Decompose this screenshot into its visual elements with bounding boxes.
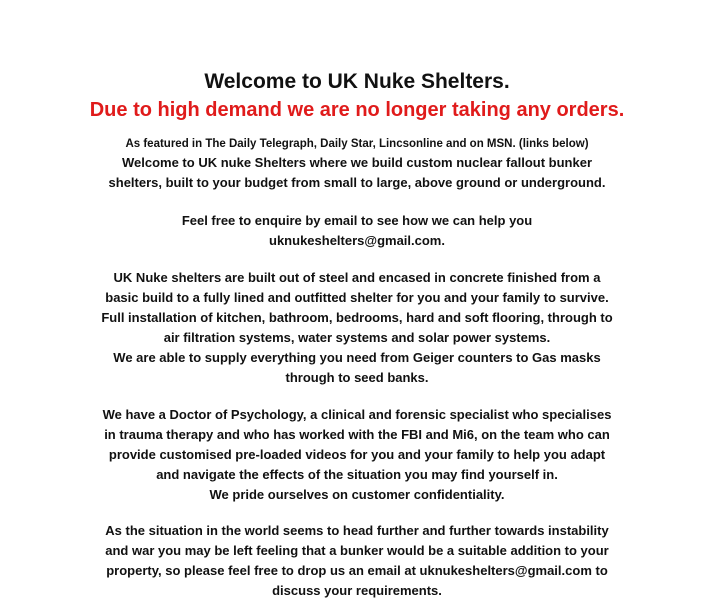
psychology-line: We pride ourselves on customer confidentiality. <box>209 487 505 502</box>
enquire-paragraph <box>80 211 634 251</box>
build-line: air filtration systems, water systems and solar power systems. <box>163 330 551 345</box>
intro-line: Welcome to UK nuke Shelters where we build custom nuclear fallout bunker <box>121 155 593 170</box>
intro-line: shelters, built to your budget from small to large, above ground or underground. <box>108 175 606 190</box>
build-paragraph <box>80 268 634 388</box>
page-title: Welcome to UK Nuke Shelters. <box>204 70 510 93</box>
psychology-line: and navigate the effects of the situation you may find yourself in. <box>156 467 558 482</box>
situation-line: discuss your requirements. <box>272 583 442 598</box>
build-line: UK Nuke shelters are built out of steel and encased in concrete finished from a <box>113 270 601 285</box>
build-line: basic build to a fully lined and outfitted shelter for you and your family to survive. <box>105 290 609 305</box>
build-line: Full installation of kitchen, bathroom, bedrooms, hard and soft flooring, through to <box>101 310 613 325</box>
psychology-line: We have a Doctor of Psychology, a clinical and forensic specialist who specialises <box>102 407 612 422</box>
situation-paragraph <box>80 521 634 600</box>
psychology-line: in trauma therapy and who has worked with the FBI and Mi6, on the team who can <box>104 427 610 442</box>
enquire-line: Feel free to enquire by email to see how we can help you <box>181 213 533 228</box>
contact-email: uknukeshelters@gmail.com. <box>269 233 445 248</box>
orders-closed-notice: Due to high demand we are no longer taking any orders. <box>89 99 625 121</box>
build-line: We are able to supply everything you need from Geiger counters to Gas masks <box>113 350 601 365</box>
situation-line: As the situation in the world seems to head further and further towards instability <box>105 523 609 538</box>
intro-paragraph <box>80 153 634 193</box>
psychology-paragraph <box>80 405 634 505</box>
featured-in-text: As featured in The Daily Telegraph, Daily Star, Lincsonline and on MSN. (links below) <box>125 138 589 150</box>
build-line: through to seed banks. <box>285 370 429 385</box>
situation-line: property, so please feel free to drop us an email at uknukeshelters@gmail.com to <box>106 563 608 578</box>
situation-line: and war you may be left feeling that a bunker would be a suitable addition to your <box>105 543 609 558</box>
psychology-line: provide customised pre-loaded videos for you and your family to help you adapt <box>108 447 606 462</box>
